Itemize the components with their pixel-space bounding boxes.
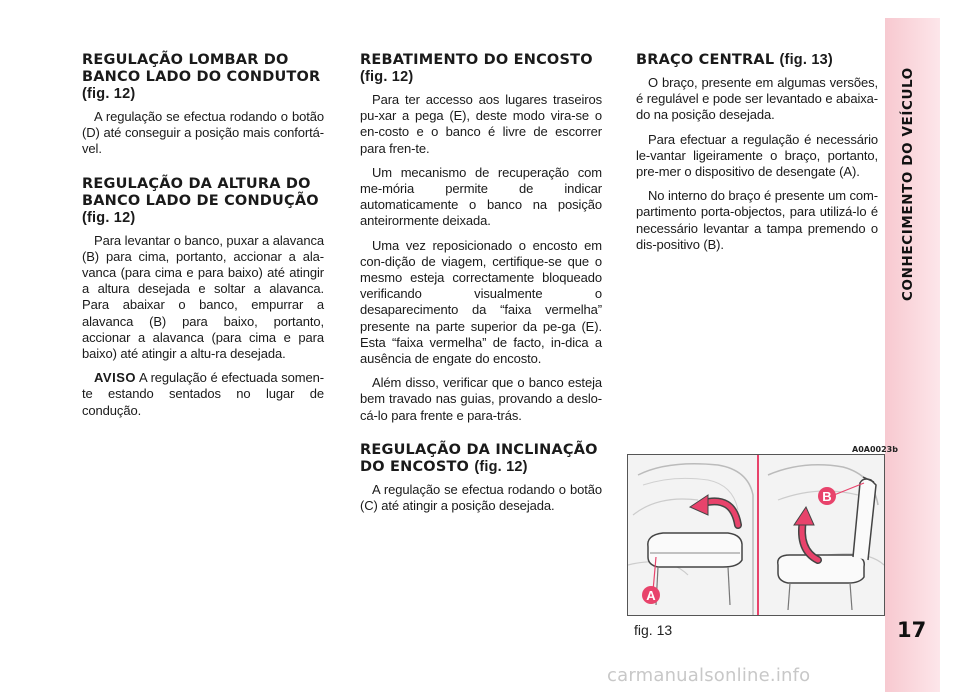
warning-paragraph: [82, 370, 324, 419]
paragraph: O braço, presente em algumas versões, é regulável e pode ser levantado e abaixa-do na posição desejada.: [636, 75, 878, 123]
section-height: [82, 176, 324, 419]
section-heading: [82, 176, 324, 227]
column-3: [636, 52, 878, 271]
section-heading: [360, 442, 602, 476]
section-lumbar: [82, 52, 324, 158]
armrest-illustration: [628, 455, 884, 615]
paragraph: No interno do braço é presente um com-partimento porta-objectos, para utilizá-lo é necessário levantar a tampa premendo o dis-positivo (B).: [636, 188, 878, 252]
fig-ref: (fig. 12): [82, 86, 136, 102]
heading-text: REGULAÇÃO LOMBAR DO BANCO LADO DO CONDUTOR: [82, 52, 321, 85]
watermark: carmanualsonline.info: [607, 665, 811, 686]
heading-text: BRAÇO CENTRAL: [636, 52, 775, 68]
paragraph: Um mecanismo de recuperação com me-mória permite de indicar automaticamente o banco na posição anteirormente deixada.: [360, 164, 602, 229]
heading-text: REGULAÇÃO DA ALTURA DO BANCO LADO DE CONDUÇÃO: [82, 175, 319, 209]
paragraph: Uma vez reposicionado o encosto em con-dição de viagem, certifique-se que o mesmo esteja correctamente bloqueado verificando visualmente o desaparecimento da “faixa vermelha” presente na parte superior da pe-ga (E). Esta “faixa vermelha” de facto, in-dica a ausência de engate do encosto.: [360, 237, 602, 367]
paragraph: Além disso, verificar que o banco esteja bem travado nas guias, provando a deslo-cá-lo para frente e para-trás.: [360, 375, 602, 423]
label-a: A: [646, 588, 656, 603]
fig-ref: (fig. 12): [474, 458, 528, 475]
warning-text: A regulação é efectuada somen-te estando sentados no lugar de condução.: [82, 370, 324, 418]
section-heading: [82, 52, 324, 103]
paragraph: Para ter accesso aos lugares traseiros pu-xar a pega (E), deste modo vira-se o en-costo e o banco é livre de escorrer para fren-te.: [360, 92, 602, 156]
paragraph: A regulação se efectua rodando o botão (D) até conseguir a posição mais confortá-vel.: [82, 109, 324, 157]
section-recline: [360, 442, 602, 514]
warning-label: AVISO: [94, 370, 136, 386]
column-2: [360, 52, 602, 532]
figure-code: A0A0023b: [852, 445, 898, 454]
armrest-figure: [627, 454, 885, 616]
paragraph: A regulação se efectua rodando o botão (C) até atingir a posição desejada.: [360, 481, 602, 514]
fig-ref: (fig. 12): [360, 69, 414, 85]
section-armrest: [636, 52, 878, 253]
label-b: B: [822, 489, 832, 504]
heading-text: REGULAÇÃO DA INCLINAÇÃO DO ENCOSTO: [360, 441, 598, 475]
page-number: 17: [897, 618, 927, 642]
fig-ref: (fig. 13): [779, 52, 833, 68]
section-heading: [636, 52, 878, 69]
section-title: CONHECIMENTO DO VEÍCULO: [900, 67, 916, 301]
fig-ref: (fig. 12): [82, 209, 136, 226]
figure-caption: fig. 13: [634, 622, 673, 638]
section-heading: [360, 52, 602, 86]
heading-text: REBATIMENTO DO ENCOSTO: [360, 52, 593, 68]
column-1: [82, 52, 324, 437]
paragraph: Para efectuar a regulação é necessário le-vantar ligeiramente o braço, portanto, pre-mer o dispositivo de desengate (A).: [636, 131, 878, 180]
section-fold: [360, 52, 602, 424]
paragraph: Para levantar o banco, puxar a alavanca (B) para cima, portanto, accionar a ala-vanca (para cima e para baixo) até atingir a altura desejada e soltar a alavanca. Para abaixar o banco, empurrar a alavanca (B) para baixo, portanto, accionar a alavanca (para cima e para baixo) até atingir a altu-ra desejada.: [82, 232, 324, 362]
